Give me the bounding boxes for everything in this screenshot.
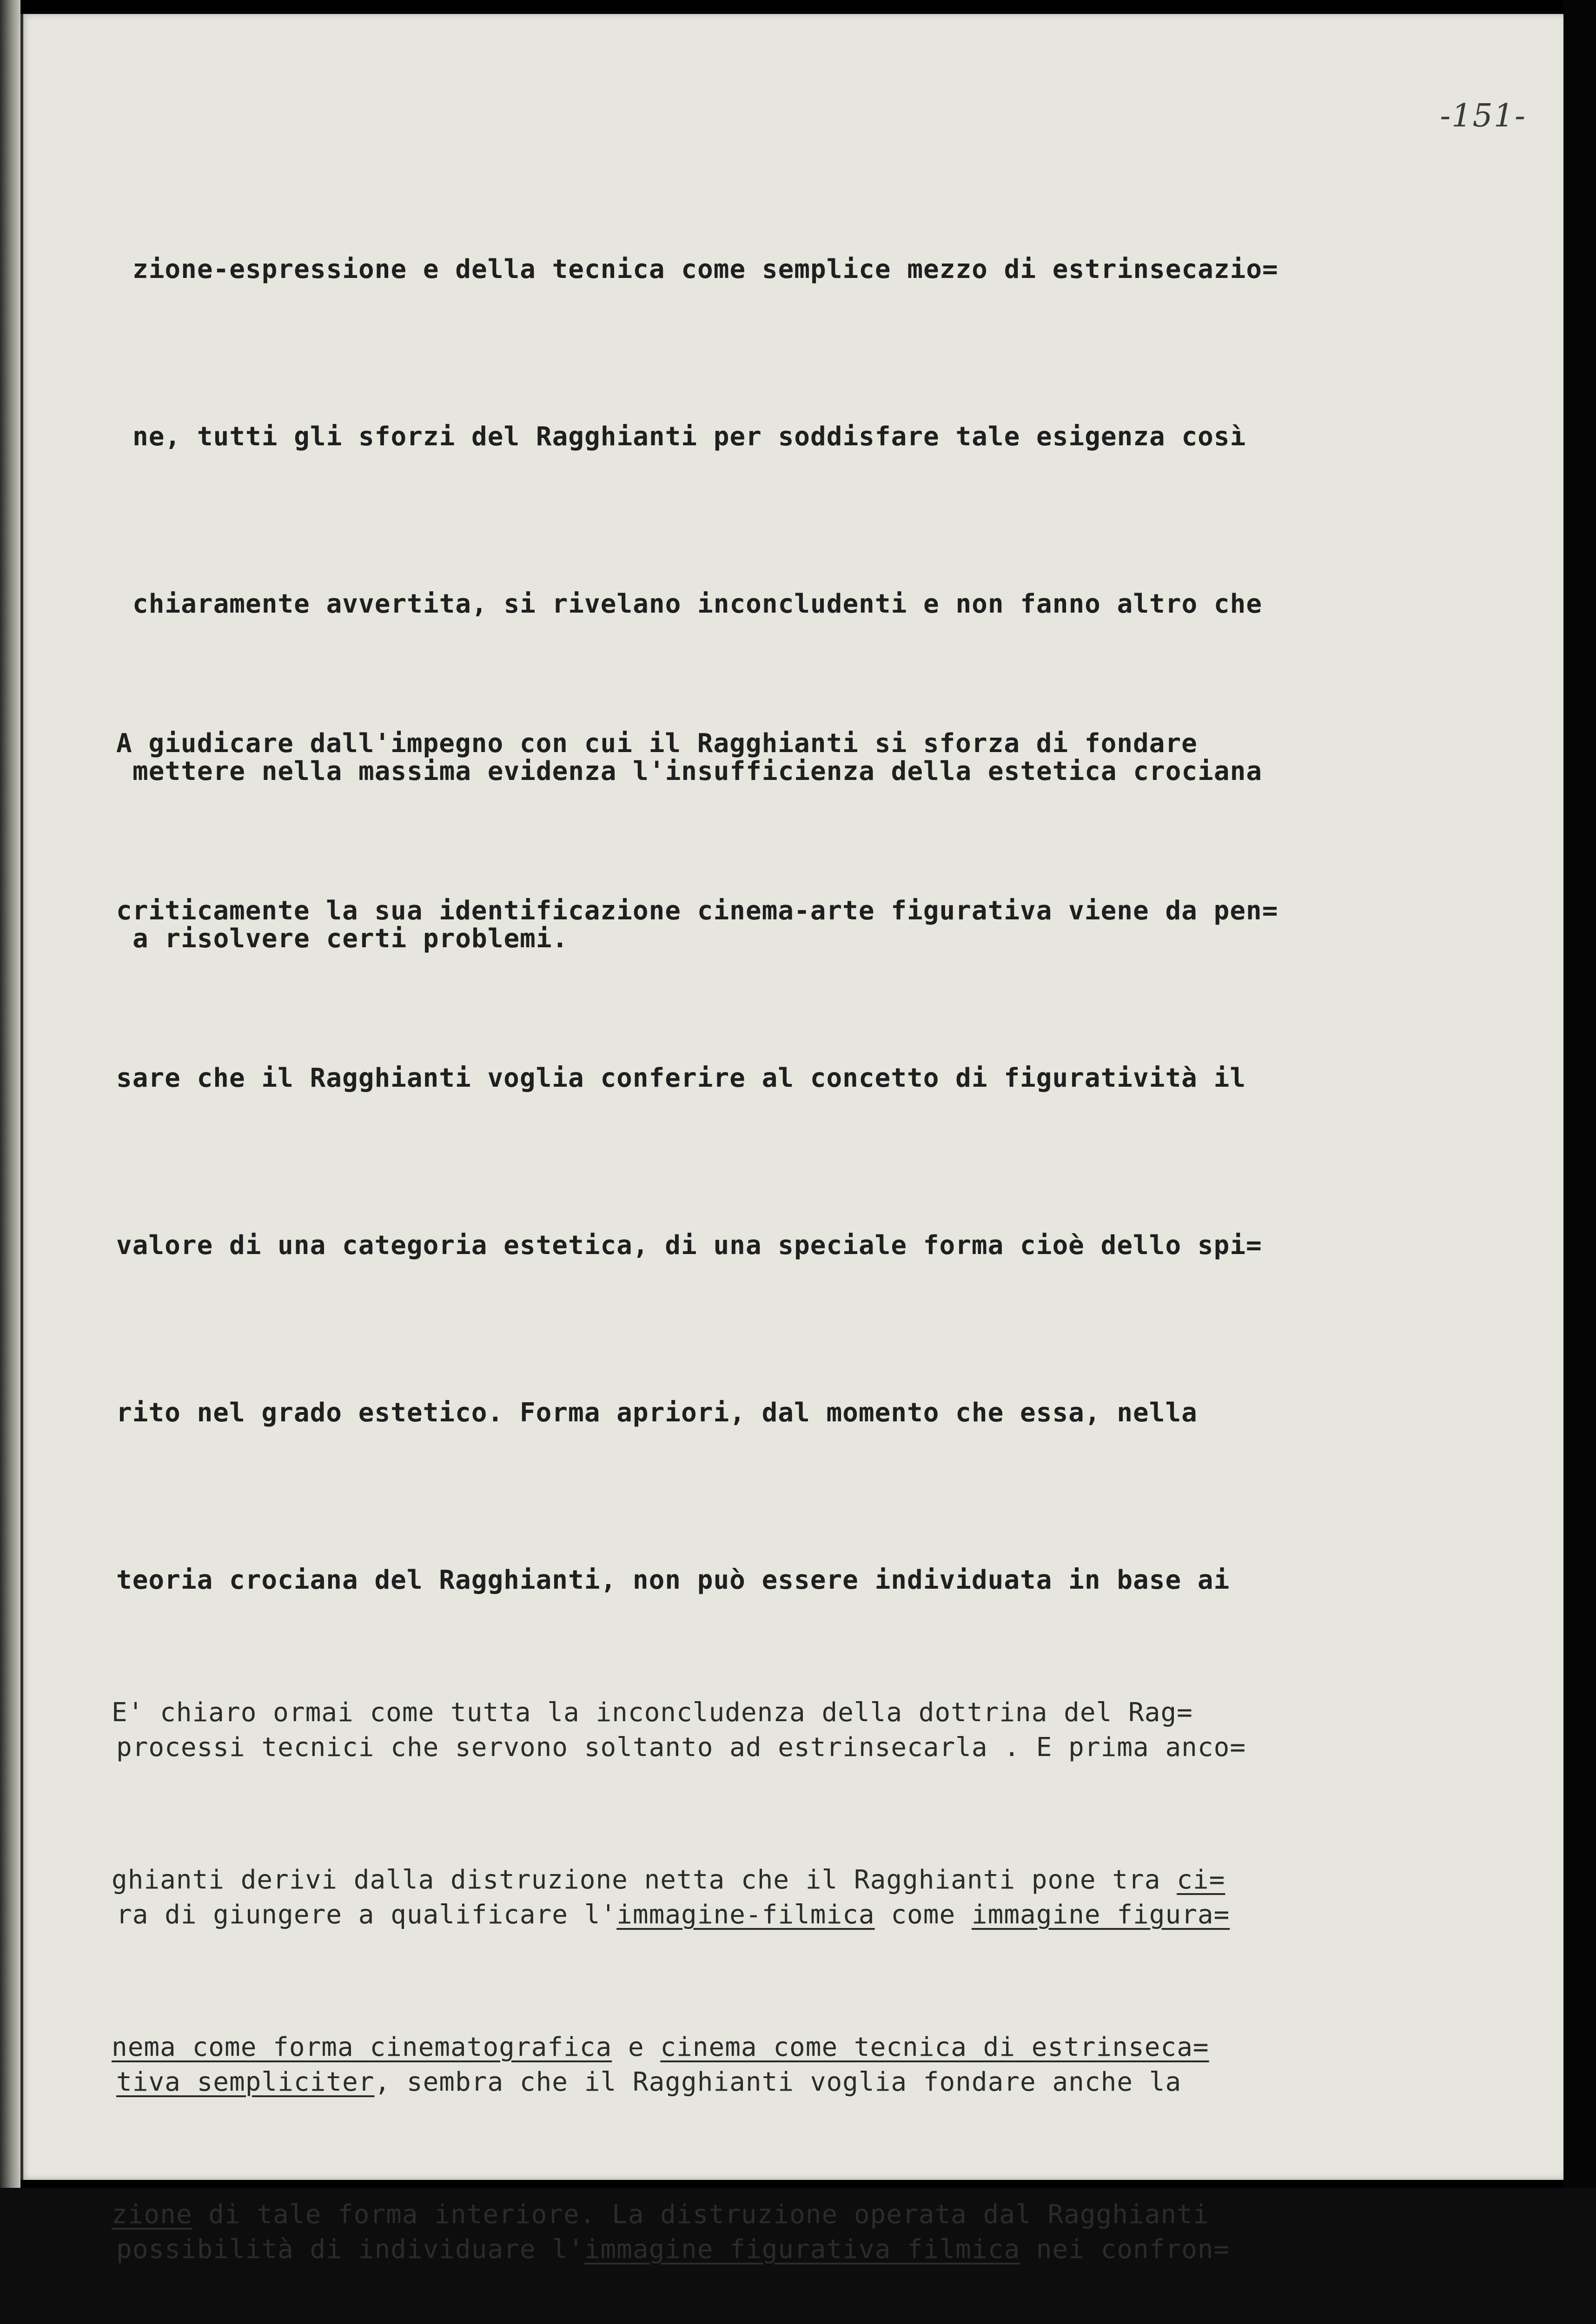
text-line: mettere nella massima evidenza l'insufficienza della estetica crociana bbox=[132, 756, 1263, 786]
text-fragment: , sembra che il Ragghianti voglia fondare anche la bbox=[374, 2067, 1182, 2097]
underlined-term: tiva sempliciter bbox=[116, 2067, 375, 2097]
text-line: a risolvere certi problemi. bbox=[132, 924, 569, 954]
text-line: zione-espressione e della tecnica come semplice mezzo di estrinsecazio= bbox=[132, 254, 1278, 284]
underlined-term: ci= bbox=[1177, 1865, 1225, 1895]
underlined-term: cinema come tecnica di estrinseca= bbox=[660, 2032, 1209, 2062]
text-line: criticamente la sua identificazione cinema-arte figurativa viene da pen= bbox=[116, 896, 1278, 926]
text-line bbox=[112, 2187, 1225, 2243]
page-number: -151- bbox=[1440, 98, 1526, 134]
underlined-term: immagine figurativa filmica bbox=[584, 2234, 1020, 2265]
underlined-term: immagine figura= bbox=[971, 1900, 1230, 1930]
text-line bbox=[112, 1852, 1225, 1908]
underlined-term: zione bbox=[112, 2199, 192, 2230]
text-fragment: ghianti derivi dalla distruzione netta che il Ragghianti pone tra bbox=[112, 1865, 1177, 1895]
text-line: chiaramente avvertita, si rivelano inconcludenti e non fanno altro che bbox=[132, 589, 1263, 619]
text-line: valore di una categoria estetica, di una speciale forma cioè dello spi= bbox=[116, 1230, 1262, 1261]
text-fragment: e bbox=[612, 2032, 661, 2062]
paragraph-3 bbox=[112, 1573, 1225, 2324]
underlined-term: immagine-filmica bbox=[616, 1900, 875, 1930]
text-line: E' chiaro ormai come tutta la inconcludenza della dottrina del Rag= bbox=[112, 1697, 1193, 1728]
book-binding-edge bbox=[0, 0, 20, 2188]
text-line: processi tecnici che servono soltanto ad estrinsecarla . E prima anco= bbox=[116, 1732, 1246, 1763]
text-line: ne, tutti gli sforzi del Ragghianti per soddisfare tale esigenza così bbox=[132, 422, 1246, 452]
text-fragment: come bbox=[874, 1900, 972, 1930]
text-line: rito nel grado estetico. Forma apriori, dal momento che essa, nella bbox=[116, 1398, 1198, 1428]
text-fragment: ra di giungere a qualificare l' bbox=[116, 1900, 617, 1930]
scan-right-border bbox=[1563, 0, 1596, 2188]
text-line: teoria crociana del Ragghianti, non può essere individuata in base ai bbox=[116, 1565, 1230, 1595]
text-line: sare che il Ragghianti voglia conferire al concetto di figuratività il bbox=[116, 1063, 1246, 1093]
text-fragment: nei confron= bbox=[1020, 2234, 1230, 2265]
page-gutter-shadow bbox=[20, 14, 23, 2180]
text-line: A giudicare dall'impegno con cui il Ragghianti si sforza di fondare bbox=[116, 728, 1198, 759]
text-line bbox=[112, 2020, 1225, 2075]
underlined-term: nema come forma cinematografica bbox=[112, 2032, 612, 2062]
text-fragment: possibilità di individuare l' bbox=[116, 2234, 584, 2265]
text-fragment: di tale forma interiore. La distruzione operata dal Ragghianti bbox=[192, 2199, 1209, 2230]
